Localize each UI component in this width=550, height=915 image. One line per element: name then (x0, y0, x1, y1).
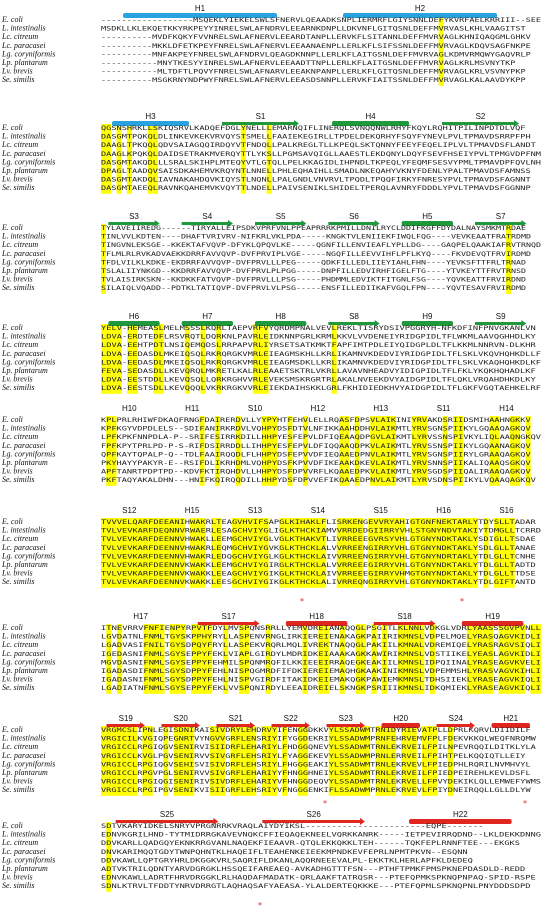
ss-label: H13 (373, 404, 389, 413)
species-label: Lv. brevis (2, 776, 33, 786)
sequence-row: MGVDASNIFNMLSGYSEPPYFEHMILSPQNMRQFILKKIEEEIRRAQEGKEAKIILKMNSLIDPQIINALYRASEAGVKVELI (101, 659, 542, 667)
ss-label: S20 (173, 714, 188, 723)
species-label: L. intestinalis (2, 331, 46, 341)
species-label: L. intestinalis (2, 131, 46, 141)
ss-label: H4 (365, 112, 376, 121)
ss-label: S9 (495, 312, 506, 321)
ss-label: H22 (452, 810, 468, 819)
sequence-row: VRGICCLRPGIQGVSEHISVISIVDRFLEHSRIYLFHGGGEAKIYLSSADWMTRNLEKRVEVLFPIEDPHLRQRILNVMHVYL (101, 761, 531, 769)
sequence-row: LDVA-EESTSDLLKEVQQQLVKRKRGKVVRLEIEKDAIHSKKLGRLFKHIDIEDKHVYAIDGPIDLTFLGKFVGQTAEHKELRF (101, 385, 542, 393)
asterisk-marker: * (258, 901, 262, 910)
sequence-row: DDVKARLLQADGQYEKNKRRGVANLNAQEKFIEAAVR-QTQLEKKQKKLTEH------TQKFEPLRNNFTEE---EKGKS (101, 840, 521, 848)
sequence-row: EDNVKAWLLADRTFHRVDRGGKLRLHAQDAFMADATK-QRLAAKFTATRQSR---PTEFQPMKSPKNQPNPAQ-SPID-RSPE (101, 874, 537, 882)
species-label: Lv. brevis (2, 374, 33, 384)
species-label: Lc. citreum (2, 240, 39, 250)
sequence-row: VRGICCLRPGIPGVSENIKVISIIGRFLEHSRIYVFNGGGENKIFLSSADWMPRNLEKRVEVLFPIYDNEIRQQLLGLLDLYW (101, 787, 531, 795)
ss-label: S7 (495, 212, 506, 221)
ss-label: S4 (202, 212, 213, 221)
alignment-block (1, 4, 541, 86)
species-label: Se. similis (2, 75, 35, 85)
ss-label: H18 (309, 612, 324, 621)
ss-label: S14 (310, 506, 325, 515)
species-label: Lc. citreum (2, 742, 39, 752)
species-label: E. coli (2, 821, 23, 830)
sequence-row: SILAIQLVQADD--PDTKLTATIQVP-DVFPRVLVLPSG-----ENSFILLEDIIKAFVGQLFPN----YQVTESAVFRVIRDMD (101, 285, 527, 293)
ss-label: H3 (145, 112, 156, 121)
species-label: Lp. plantarum (2, 58, 48, 67)
species-label: Lc. citreum (2, 640, 39, 650)
species-label: Lg. coryniformis (2, 551, 56, 561)
sequence-row: TVLVEVKARFDEENNVHWAKLLEEMGCHVIYGLVGLKTHAKVTLIVRREEEGVRSYVHLGTGNYNDKTAKLYSDIGLLTSDAE (101, 536, 537, 544)
sequence-row: TYLAVEIIREDG------TIRYALLEIPSDKVPRFVNLPPEAPRRRKPMILLDNILRYCLDDIFKGFFDYDALNAYSMKMTRDAE (101, 225, 527, 232)
species-label: Lv. brevis (2, 274, 33, 284)
sequence-row: TVLVEVKARFDEENNVHWAKRLEDQGCHVIYGLKGLKTHCKLAIVVRREENGIRRYVHLGTGNYNDRTAKLYTDLGLLTCNHE (101, 553, 537, 561)
sequence-row: DASGMTAKQDLLLSRALSKIHPLMTEQYVTLGTQLLPELKKAGIDLIHPNDLTKPEQLYFEQMFSESVYPMLTPMAVDPFQVLNH (101, 159, 542, 167)
asterisk-marker: * (300, 597, 304, 606)
sequence-row: LDVA-EEHTPDTLNSIQEMQDSLRRPAPVRLIYRSETSATKMKTFAPFIMTPDLEIYQIDGPLDLTFLKKMLNNRVN-DLKHR (101, 342, 537, 350)
sequence-row: EDNVKGRILHND-TYTMIDRRGKAVEVNQKCFFIEQAQEKNEELVQRKKANRK-----IETPEVIRRQDND--LKLDEKKDNNG (101, 831, 542, 839)
sequence-row: SDTVKARYIDKELSNRYVPRGNRRKVRAQLAIYDYIKSL-----------------------EQPE------- (101, 823, 484, 830)
species-label: Lp. plantarum (2, 366, 48, 375)
sequence-row: DAAGLTPKQQLQDVSAIAGQQIRDQYVTFNDQLLPALKREGLTLLKPEQLSKTQNNYFEEYFEQELIPLVLTPMAVDSFLANDT (101, 142, 537, 150)
species-label: Lv. brevis (2, 174, 33, 184)
sequence-row: DDVKAWLLQPTGRYHRLDKGGKVRLSAQRIFLDKANLAQQRNEEEVALPL-EKKTKLHERLAPFKLDEDEQ (101, 857, 474, 865)
species-label: Lv. brevis (2, 872, 33, 882)
ss-label: H2 (414, 4, 426, 13)
alignment-block (1, 810, 541, 892)
species-label: Lc. paracasei (2, 148, 46, 158)
species-label: E. coli (2, 725, 23, 734)
species-label: Lg. coryniformis (2, 657, 56, 667)
ss-label: H10 (121, 404, 137, 413)
species-label: Lp. plantarum (2, 666, 48, 675)
sequence-row: DNVKARIMQQTGDYTWNPQHNTKLHAQEIFLTEAHENKEIEEKMPNDKEVFEPRLNPMTPKVN--ESQNN (101, 848, 468, 856)
species-label: Lc. citreum (2, 432, 39, 442)
species-label: Lg. coryniformis (2, 759, 56, 769)
sequence-row: IGEDASNIFNMLSGYSEPPYFEKLVIAPLGIRDYLMDRIDKEIAAAKAGKKAWIRIKMNSLVDSTIIKELYEASLAGVKIDLI (101, 650, 542, 658)
ss-label: H16 (436, 506, 451, 515)
sequence-row: LGVDATNLFNMLTGYSKPPHYRYLLASPENVRNGLIRKIEREIENAKAGKPAIIRIKMNSLVDPELMQELYRASQAGVKIDLI (101, 633, 542, 641)
ss-label: H11 (185, 404, 200, 413)
sequence-row: DPAGLTAADQVSAISDKAHEMVKRQYNTLNNELLPHLEQHAIHLLSMADLNKEQAHYVKNYFDENLYPALTPMAVDSFAMNSS (101, 168, 531, 175)
alignment-block (1, 612, 541, 694)
sequence-row: TVLVEVKARFDEQNNVRWAERLESAGCHVIYGLIGLKTHCKIAMVVRRDEDGIIRRYVHLSTGNYNDVTAKIYTDMGLLTCRRD (101, 527, 542, 535)
sequence-row: VRGICCLRPGIQGVSENIRVISIIDRFLEHARIYLFHDGGQNEVYLSSADWMTRNLEKRVEILFPILNPEVRQQILDITKLYLA (101, 744, 537, 752)
species-label: Lc. paracasei (2, 648, 46, 658)
ss-label: S21 (228, 714, 243, 723)
alignment-block (1, 404, 541, 486)
species-label: Se. similis (2, 475, 35, 485)
sequence-row: TVLVEVKARFDEENNVKWAKKLEEAGCHVIYGIKGLKTHCKLAIVVRREEEGIRRYVHMGTGNYNDKTAKLYTDLGLLTTDSE (101, 570, 537, 578)
sequence-row: TINGVNLEKSGE--KKEKTAFVQVP-DFYKLQPQVLKE-----QGNFILLENVIEAFLYPLLDG----GAQPELQAAKIAFRVTRNQD (101, 242, 542, 250)
ss-label: S22 (283, 714, 298, 723)
ss-label: S17 (221, 612, 236, 621)
ss-label: H7 (202, 312, 213, 321)
ss-label: H6 (128, 312, 140, 321)
species-label: Lg. coryniformis (2, 855, 56, 865)
species-label: Lc. paracasei (2, 40, 46, 50)
sequence-row: ITNEVRRVFNFIENPYRPVTFDYLMVSPQNSRRLLYEMVDREIANAQQGLPSGITLKLNNLVDKGLVDRLYAASSSGVPVNLL (101, 625, 542, 632)
sequence-row: APFTANRTPDPTPD--KDVFKTIRQHDVLLHHPYDSFDPVVRFLKQAAEDPKVLAIKMTLYRVSGDSPIIQALIRAAQAGKQV (101, 468, 531, 476)
species-label: Lc. citreum (2, 838, 39, 848)
sequence-row: DASGMTAKDQLIAVNAKAHDQVKIQYSTLNQNLLPALGNDLVNVRVLTPQDLTPQQFIRKYFNRESYPVLTPMAVDSFAGNNT (101, 176, 531, 184)
sequence-row: KPLPRLRHIWFDKAQFRNGFDAIRERDVLLYYPYHTFEHVLELLRQASFDPSVLAIKINIYRVAKDSRIIDSMIHAAHNGKKV (101, 417, 531, 424)
ss-label: S5 (275, 212, 286, 221)
ss-label: S19 (118, 714, 133, 723)
sequence-row: TINLVVLKDTEN----DHAFTVRIVRV-NIFKRLVKLPDA-----KNGKTVLENIIEKFIWQLFQG----VEVKEAATFRATRDMD (101, 233, 532, 241)
alignment-block (1, 506, 541, 588)
sequence-row: KPFKGYVDPDLELS--SDIFANIRKRDVLVQHPYDSFDTVLNFIKKAAHDDHVLAIKMTLYRVSGNSPIIKYLGQAAQAGKQV (101, 425, 531, 433)
species-label: E. coli (2, 223, 23, 232)
sequence-row: FPFKPYTPRLPD-P-S-RIFDSIRRDDLLIHHPYESFEPVLDFIQQAAQDPKVLAIKMTLYRVSSNSPIIKYLGQAANAGKQV (101, 442, 531, 450)
species-label: Lg. coryniformis (2, 357, 56, 367)
sequence-row: DAAGLKPQKQLDAIDSETRAKMVERQYTTLYKSLLPGMSAVQIGLLAAESTLEKDQNYLDQYFSEVFHSEIYPVLTPMGVDPFNM (101, 150, 542, 158)
ss-label: S23 (338, 714, 353, 723)
sequence-row: SDNLKTRVLTFDDTYNRVDRRGTLAQHAQSAFYAEASA-YLALDERTEQKKKE---PTEFQPMLSPKNQPNLPNYDDDSDPD (101, 883, 531, 891)
species-label: Lp. plantarum (2, 864, 48, 873)
species-label: Lv. brevis (2, 466, 33, 476)
sequence-row: TVLVEVKARFDEENNVKWAKKLEEMGCHVIYGIRGLKTHCKLALVVRREEEGIRRYVHLGTGNYNDKTAKLYTDLGLLTADTD (101, 562, 537, 569)
species-label: E. coli (2, 415, 23, 424)
asterisk-marker: * (460, 597, 464, 606)
species-label: Lc. paracasei (2, 750, 46, 760)
species-label: Lc. citreum (2, 140, 39, 150)
ss-label: S10 (247, 404, 263, 413)
sequence-row: -----------MNYTKESYYINRELSWLAFNERVLEEAADTTNPLLERLKFLAITGSNLDEFFMVRVAGLKRLMSVNYTKP (101, 60, 516, 67)
sequence-row: ----------MSGKRNYNDPWYFNRELSWLAFNERVLEEASDSNNPLLERVKFIAITSSNLDEFFMVRVAGLKALAAVDYKPP (101, 77, 526, 85)
sequence-row: ----------MNFAKPEYFNRELSWLAFNDRVLQEAGDKNNPLLERLKFLAITGSNLDEFFMVRVAGLKDMVRMQWYGAQVRLP (101, 51, 532, 59)
ss-label: H15 (184, 506, 200, 515)
species-label: Lp. plantarum (2, 166, 48, 175)
ss-label: S25 (159, 810, 175, 819)
sequence-row: LGADVASIFNILTGYSDPQYFRYLLASPEKVRQRLMQLIVREKTNAQQGLPAKIILKMNALVDREMIQELYRASRAGVSIQLI (101, 642, 542, 650)
species-label: E. coli (2, 15, 23, 24)
species-label: E. coli (2, 123, 23, 132)
sequence-row: IGADASNIFNMLSGYSDPPYFEHLNISPVGIRDFITAKIDKEIEMAKQGKPAWIEMKMNSLTDHSIIEKLYRASEAGVKIQLI (101, 676, 542, 684)
species-label: Lc. citreum (2, 340, 39, 350)
species-label: L. intestinalis (2, 423, 46, 433)
ss-label: S12 (122, 506, 137, 515)
species-label: E. coli (2, 517, 23, 526)
ss-label: S18 (397, 612, 412, 621)
species-label: L. intestinalis (2, 631, 46, 641)
ss-label: H9 (422, 312, 433, 321)
ss-label: H5 (422, 212, 433, 221)
species-label: Se. similis (2, 183, 35, 193)
ss-label: H12 (310, 404, 326, 413)
species-label: Lc. paracasei (2, 440, 46, 450)
sequence-row: TFLMLRLRVKADVAEKKDRRFAVVQVP-DVFPRVIPLVGE-----NGQFILLEEVVIHFLPFLKYQ----FKVDEVQTFRVIRDMD (101, 250, 532, 258)
sequence-row: VRGICCLRPGIQGISENIRIVSIVDRFLEHARIYVFHNGGDEQVYLSSADWMTRNLEKRVELLFPVYDEKIKLQLLEMWEFYWMS (101, 778, 542, 786)
sequence-row: VRGICCLKVGLPGVSENIRVVSIVGRFLEHSRIYLFYAGGEKEVYLSSADWMPRNLERRVEILFPIHTPELKQQIQTLLEIY (101, 752, 526, 760)
species-label: Lc. paracasei (2, 846, 46, 856)
sequence-row: LGADIATNFNMLSGYSEPPYFEKLVVSPQNIRDYLEEAIDREIELSKNGKPSRIIIKMNSLIDKQMIEKLYRASEAGVKIQLI (101, 685, 542, 693)
sequence-row: LDVA-EESTDDLLKEVQSQLLQRKRGHVVRLEVEKSMSKRGRTRLAKALNVEEKDVYAIDGPIDLTFLQKLVRQAHDHKDLKY (101, 376, 537, 384)
sequence-row: TVLVEVKARFDEENNVHWAKRLEQMGCHVIYGVKGLKTHCKLALVVRREENGIRRYVHLGTGNYNDKTAKLYSDLGLLTANAE (101, 544, 537, 552)
ss-label: S2 (475, 112, 486, 121)
species-label: Se. similis (2, 881, 35, 891)
ss-label: H8 (275, 312, 286, 321)
sequence-row: TVLVEVKARFDEENNVKWAKKLEESGCHVIYGIKGLKTHCKLALIVRREQNGIRRYVHLGTGNYNDKTAKLYTDLGIFTANTD (101, 579, 537, 587)
species-label: Lc. paracasei (2, 248, 46, 258)
sequence-row: QGSNSHRKLLSKIQSRVLKADQEFDGLYNELLLEMARNQIFLINERQLSVNQQNWLRHYFKQYLRQHITPILINPDTDLVQF (101, 125, 526, 132)
alignment-block (1, 312, 541, 394)
species-label: Lg. coryniformis (2, 449, 56, 459)
species-label: Se. similis (2, 383, 35, 393)
sequence-row: LDVA-EEDASDLMKEIQSQLRKRQRGKVMRLEIEAGMSKHLLKRLIKAMNVKDEDVIYRIDGPIDLTFLSKLVKQVHQHKDLLF (101, 350, 542, 358)
ss-label: S26 (306, 810, 321, 819)
sequence-row: TSLALIIYNKGD--KKDRRFAVVQVP-DVFPRVLPLPGG-----DNPFILLEDVIRHFIGELFTG----YTVKEYTTFRVTRNSD (101, 268, 527, 275)
sequence-row: TVVVELQARFDEEANIHWAKRLTEAGVHVIFSAPGLKIHAKLFLISRKENGEVVRYAHIGTGNFNEKTARLYTDYSLLTADAR (101, 519, 537, 526)
sequence-row: LDVA-EEDASDLMKEIQSQLRKRQRGKVMRLEIEAGMSDKLLKRLIKAMNVKDEDVIYRIDGPIDLTFLSKLVKAQHQHKDLKF (101, 359, 542, 367)
ss-label: S6 (349, 212, 359, 221)
sequence-row: ADTVKTRILQDNTYARVDGRGKLHSSQEIFAREAEQ-AVKADHGTTTFSN---PTHFTPMKFPMSPKNEPDASDLD-REDD (101, 866, 526, 873)
sequence-row: VRGMCSLIPNLEGISDNIRAISIVDRYLEHDRVYIFENGGDKKVYLSSADWMTRNIDYRIEVATPLLDPRLKQRVLDIIDILF (101, 727, 531, 734)
sequence-row: DASGMTAEEQLRAVNKQAHEMVKVQYTTLNDELLPAIVSENIKLSHIDELTPERQLAVNRYFDDDLYPVLTPMAVDSFGGNNP (101, 185, 531, 193)
species-label: Lg. coryniformis (2, 257, 56, 267)
species-label: L. intestinalis (2, 231, 46, 241)
species-label: Lp. plantarum (2, 560, 48, 569)
sequence-row: QPFKAYTQPALP-Q--TDLFAAIRQQDLFLHHPYDSFEPVVDFIEQAAEDPNVLAIKMTLYRVSGNSPIIRYLGRAAQAGKQV (101, 451, 531, 459)
sequence-row: LDVA-ERDTEDFLRSVRQTLDQRKNLPAVRLEIDKNNPGRLKRMLKKVLVVDENEIYRIDGPIDLTFLWKMLAAVQGHHDLKY (101, 333, 537, 341)
alignment-block (1, 212, 541, 294)
sequence-row: IGADASDIFNMLSGYSDPPYFEHLNISPQGMRDFIFDKIEREIEMAQHGKAAKINIKMNSLVDPEMMSHLYRASVAGVKIHLI (101, 668, 542, 675)
sequence-row: -----------MLTDFTLPQVYFNRELSWLAFNARVLEEAKNPANPLLERLKFLGITQSNLDEFFMVRVAGLKRLVSVNYPKP (101, 68, 526, 76)
species-label: Lg. coryniformis (2, 49, 56, 59)
species-label: Se. similis (2, 683, 35, 693)
ss-label: H1 (194, 4, 206, 13)
species-label: Se. similis (2, 283, 35, 293)
species-label: Lc. citreum (2, 32, 39, 42)
species-label: Lp. plantarum (2, 768, 48, 777)
ss-label: S16 (499, 506, 514, 515)
alignment-block (1, 714, 541, 796)
ss-label: H14 (499, 404, 514, 413)
ss-label: S15 (373, 506, 388, 515)
species-label: Lv. brevis (2, 674, 33, 684)
sequence-row: YELV-HEMEASLMELMSSSLKQRLTAEPVRFVYQRDMPNALVEVLREKLTISRYDSIVPGGRYH-NFKDFINFPNVGKANLVN (101, 325, 537, 332)
sequence-row: ----------MKKLDFETKPEYFNRELSWLAFNERVLEEAANAENPLLERLKFLSIFSSNLDEFFMVRVAGLKDQVSAGFNKPE (101, 42, 532, 50)
species-label: Lp. plantarum (2, 458, 48, 467)
species-label: Lg. coryniformis (2, 157, 56, 167)
ss-label: S13 (247, 506, 263, 515)
species-label: E. coli (2, 623, 23, 632)
ss-label: H20 (393, 714, 409, 723)
sequence-row: FEVA-SEDASDLLKEVQRQLMKRETLKALRLEAAETSKTRLVKRLLAVAVNHEADVYIDIGPIDLTFLFKLYKQKHQHADLKF (101, 368, 537, 375)
sequence-row: PKYHAYYPAKYR-E--RSIFDLIKRHDMLVQHPYDSFKPVVDFIKEAAKDKEVLAIKMTLYRVSNNSPIIKALIQAAQSGKQV (101, 460, 531, 467)
asterisk-marker: * (523, 799, 527, 808)
ss-label: S3 (129, 212, 139, 221)
ss-label: H19 (485, 612, 500, 621)
sequence-row: MSDKLLKLEKQETKKYRKPEYYINRELSWLAFNDRVLEEARNKDNPLLDKVNFLGITQSNLDEFFMVRVASLKHLVAAGITST (101, 25, 526, 33)
sequence-row: LPFKPKFNNPDLA-P--SRIFESIRRKDILLHHPYESFEPVLDFIQEAAQDPGVLAIKMTLYRVSSNSPIVKYLIQLAAQNGKQV (101, 434, 542, 442)
species-label: E. coli (2, 323, 23, 332)
sequence-row: ------------------MSQEKLYIEKELSWLSFNERVLQEAADKSNPLIERMRFLGIYSNNLDEFYKVRFAELKRRIII--SEE (101, 17, 542, 24)
species-label: Se. similis (2, 785, 35, 795)
ss-label: S1 (255, 112, 266, 121)
sequence-row: TVLAISIRKSKN--KKDKKFATVQVP-DVFPRVLLLPSG-----PHDMMLEDVIKTFITGNLFSG----YQVKEATTFRVIRDND (101, 276, 527, 284)
species-label: L. intestinalis (2, 23, 46, 33)
species-label: Se. similis (2, 577, 35, 587)
sequence-row: PKFTAQYAKALDHN---HNIFKQIRQQDILLHHPYDSFDPVVEFIKQAAEDPNVLAIKMTLYRVSDNSPIIKYLVQAAQAGKQV (101, 477, 537, 485)
ss-label: H21 (503, 714, 519, 723)
sequence-row: TFDLVILKLKDKE-EKDRRFAVVQVP-DVFPRVLLLPEG-----QDKFILLEDLIIEYIAHLFHN----YEVKSFTTFRLTRNAD (101, 259, 527, 267)
species-label: Lv. brevis (2, 66, 33, 76)
sequence-row: VRGICILKVGIQPEGNRTVYNGVVGRFLENSRIYIFYGGDEKRIYLSSADWMPRNFEHRVEMVFPLFDEKVKKQLWEQFNRQMW (101, 735, 537, 743)
ss-label: H17 (133, 612, 148, 621)
sequence-row: DASGMTPQKQLDLINKEVKEKVRVQYSTSMELLFAAIEKEGIRLLTPDELDEKQRHYFSQYFYNEVLPVLTPMAVDSRRPFPH (101, 133, 531, 141)
sequence-row: VRGICCLRPGVPGLSENIRVVSIVGRFLEHARIYYFHNGGHNEIYLSSADWMTRNLEKRVEILFPIEDPEIREHLKEVLDSFL (101, 770, 531, 777)
species-label: Lc. paracasei (2, 542, 46, 552)
species-label: L. intestinalis (2, 733, 46, 743)
species-label: Lc. paracasei (2, 348, 46, 358)
species-label: Lc. citreum (2, 534, 39, 544)
species-label: L. intestinalis (2, 829, 46, 839)
asterisk-marker: * (323, 799, 327, 808)
ss-label: S8 (349, 312, 359, 321)
alignment-block (1, 112, 541, 194)
species-label: L. intestinalis (2, 525, 46, 535)
species-label: Lp. plantarum (2, 266, 48, 275)
ss-label: S24 (448, 714, 463, 723)
species-label: Lv. brevis (2, 568, 33, 578)
sequence-row: ----------MVDFKQKYFVVNRELSWLAFNERVLEEARDTANPLLERVKFLSITANNLDEFFMVRVAGLKHNIQAQGMLGHKV (101, 34, 532, 42)
ss-label: S11 (436, 404, 451, 413)
